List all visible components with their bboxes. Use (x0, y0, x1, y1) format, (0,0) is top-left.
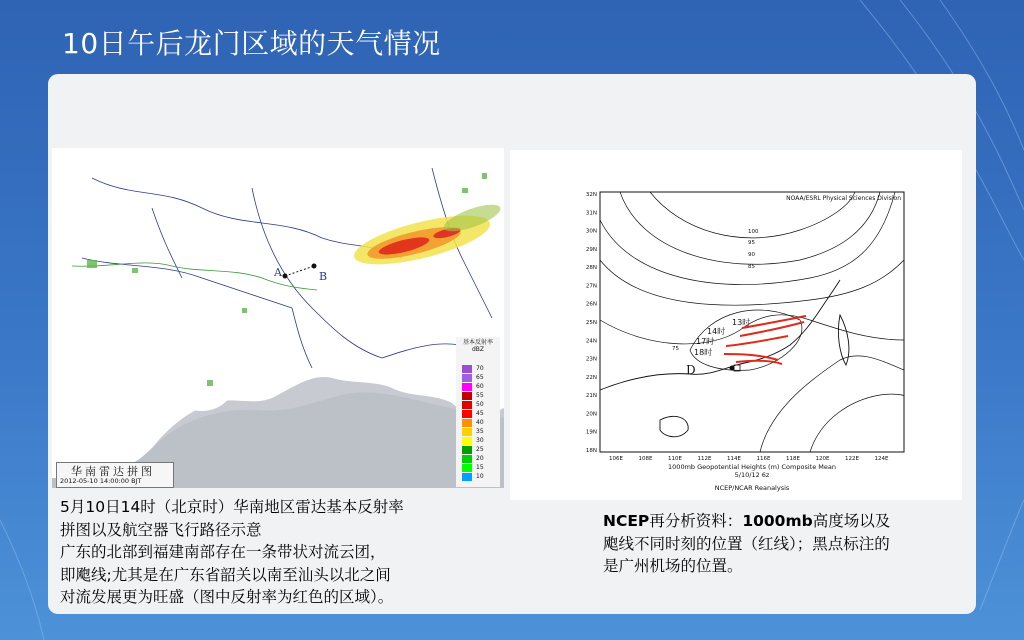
reflectivity-legend (456, 337, 500, 487)
legend-row (462, 437, 498, 445)
squall-time-label: 13时 (732, 318, 751, 327)
y-tick-label: 28N (585, 265, 597, 272)
ncep-caption (603, 510, 903, 578)
caption-left-line1: 5月10日14时（北京时）华南地区雷达基本反射率 (60, 498, 404, 516)
legend-level: 40 (476, 419, 484, 426)
y-tick-label: 20N (585, 411, 597, 418)
legend-swatch (462, 428, 472, 436)
legend-swatch (462, 365, 472, 373)
legend-row (462, 401, 498, 409)
y-tick-label: 29N (585, 246, 597, 253)
legend-level: 35 (476, 428, 484, 435)
legend-row (462, 383, 498, 391)
x-tick-label: 114E (727, 456, 741, 462)
legend-swatch (462, 446, 472, 454)
chart-source: NCEP/NCAR Reanalysis (714, 484, 790, 492)
legend-level: 60 (476, 383, 484, 390)
legend-level: 55 (476, 392, 484, 399)
caption-left-line4: 即飑线;尤其是在广东省韶关以南至汕头以北之间 (60, 565, 391, 584)
radar-timestamp: 2012-05-10 14:00:00 BJT (60, 477, 142, 485)
legend-row (462, 392, 498, 400)
legend-title (460, 339, 496, 353)
radar-caption (60, 496, 500, 609)
point-b-label: B (319, 270, 328, 283)
caption-left-line3: 广东的北部到福建南部存在一条带状对流云团， (60, 543, 386, 561)
legend-level: 15 (476, 464, 484, 471)
chart-date: 5/10/12 6z (734, 471, 770, 479)
x-tick-label: 118E (786, 456, 800, 462)
y-tick-label: 31N (585, 210, 597, 217)
y-tick-label: 21N (585, 393, 597, 400)
legend-title-line2: dBZ (471, 346, 485, 353)
low-center-d: D (686, 363, 696, 377)
legend-row (462, 455, 498, 463)
legend-level: 30 (476, 437, 484, 444)
legend-row (462, 464, 498, 472)
caption-left-line2: 拼图以及航空器飞行路径示意 (60, 520, 262, 539)
x-tick-label: 112E (697, 456, 712, 462)
y-tick-label: 26N (585, 301, 597, 308)
x-tick-label: 108E (638, 456, 653, 462)
legend-level: 65 (476, 374, 484, 381)
x-tick-label: 106E (609, 456, 623, 462)
caption-left-line5: 对流发展更为旺盛（图中反射率为红色的区域）。 (60, 588, 394, 606)
legend-swatch (462, 401, 472, 409)
legend-title-line1: 基本反射率 (462, 339, 493, 346)
x-tick-label: 124E (874, 456, 889, 462)
legend-swatch (462, 410, 472, 418)
ncep-chart-graphic (510, 150, 962, 500)
squall-time-label: 14时 (707, 327, 726, 336)
legend-level: 20 (476, 455, 484, 462)
legend-swatch (462, 473, 472, 481)
squall-time-label: 17时 (696, 337, 715, 346)
radar-mosaic-map (52, 148, 504, 488)
x-tick-label: 116E (756, 456, 771, 462)
caption-right-text2: 高度场以及飑线不同时刻的位置（红线）；黑点标注的是广州机场的位置。 (603, 512, 891, 575)
y-tick-label: 24N (585, 338, 597, 345)
legend-swatch (462, 383, 472, 391)
legend-row (462, 446, 498, 454)
y-tick-label: 22N (585, 374, 597, 381)
legend-row (462, 365, 498, 373)
point-a-label: A (274, 266, 282, 279)
y-tick-label: 30N (585, 228, 597, 235)
legend-level: 50 (476, 401, 484, 408)
radar-title-box (56, 462, 174, 488)
x-tick-label: 120E (815, 456, 830, 462)
legend-level: 45 (476, 410, 484, 417)
ncep-reanalysis-chart (510, 150, 962, 500)
legend-row (462, 473, 498, 481)
slide-title: 10日午后龙门区域的天气情况 (62, 27, 441, 60)
y-tick-label: 25N (585, 320, 597, 326)
y-tick-label: 23N (585, 356, 597, 363)
legend-swatch (462, 455, 472, 463)
squall-time-label: 18时 (694, 348, 713, 357)
y-tick-label: 19N (585, 429, 597, 436)
contour-label: 100 (748, 229, 759, 235)
caption-right-bold2: 1000mb (742, 512, 813, 530)
legend-level: 10 (476, 473, 484, 480)
legend-row (462, 419, 498, 427)
legend-row (462, 410, 498, 418)
legend-swatch (462, 464, 472, 472)
legend-swatch (462, 374, 472, 382)
contour-label: 95 (748, 240, 755, 246)
legend-swatch (462, 419, 472, 427)
x-tick-label: 122E (845, 456, 859, 462)
x-tick-label: 110E (668, 456, 682, 462)
chart-header: NOAA/ESRL Physical Sciences Division (786, 195, 901, 202)
legend-row (462, 428, 498, 436)
y-tick-labels (586, 192, 597, 454)
legend-level: 25 (476, 446, 484, 453)
caption-right-text1: 再分析资料： (649, 512, 743, 530)
legend-swatch (462, 392, 472, 400)
contour-label: 90 (748, 252, 755, 258)
radar-banner: 华南雷达拼图 (71, 465, 155, 478)
x-axis-title: 1000mb Geopotential Heights (m) Composite Mean (668, 463, 836, 471)
legend-swatch (462, 437, 472, 445)
legend-row (462, 374, 498, 382)
y-tick-label: 18N (585, 448, 597, 454)
y-tick-label: 32N (585, 192, 597, 198)
y-tick-label: 27N (585, 283, 597, 290)
radar-map-graphic (52, 148, 504, 488)
caption-right-bold1: NCEP (603, 512, 650, 530)
hainan-island (170, 355, 234, 411)
contour-label: 75 (672, 346, 679, 352)
legend-level: 70 (476, 365, 484, 372)
contour-label: 85 (748, 264, 755, 270)
x-tick-labels (609, 456, 889, 462)
